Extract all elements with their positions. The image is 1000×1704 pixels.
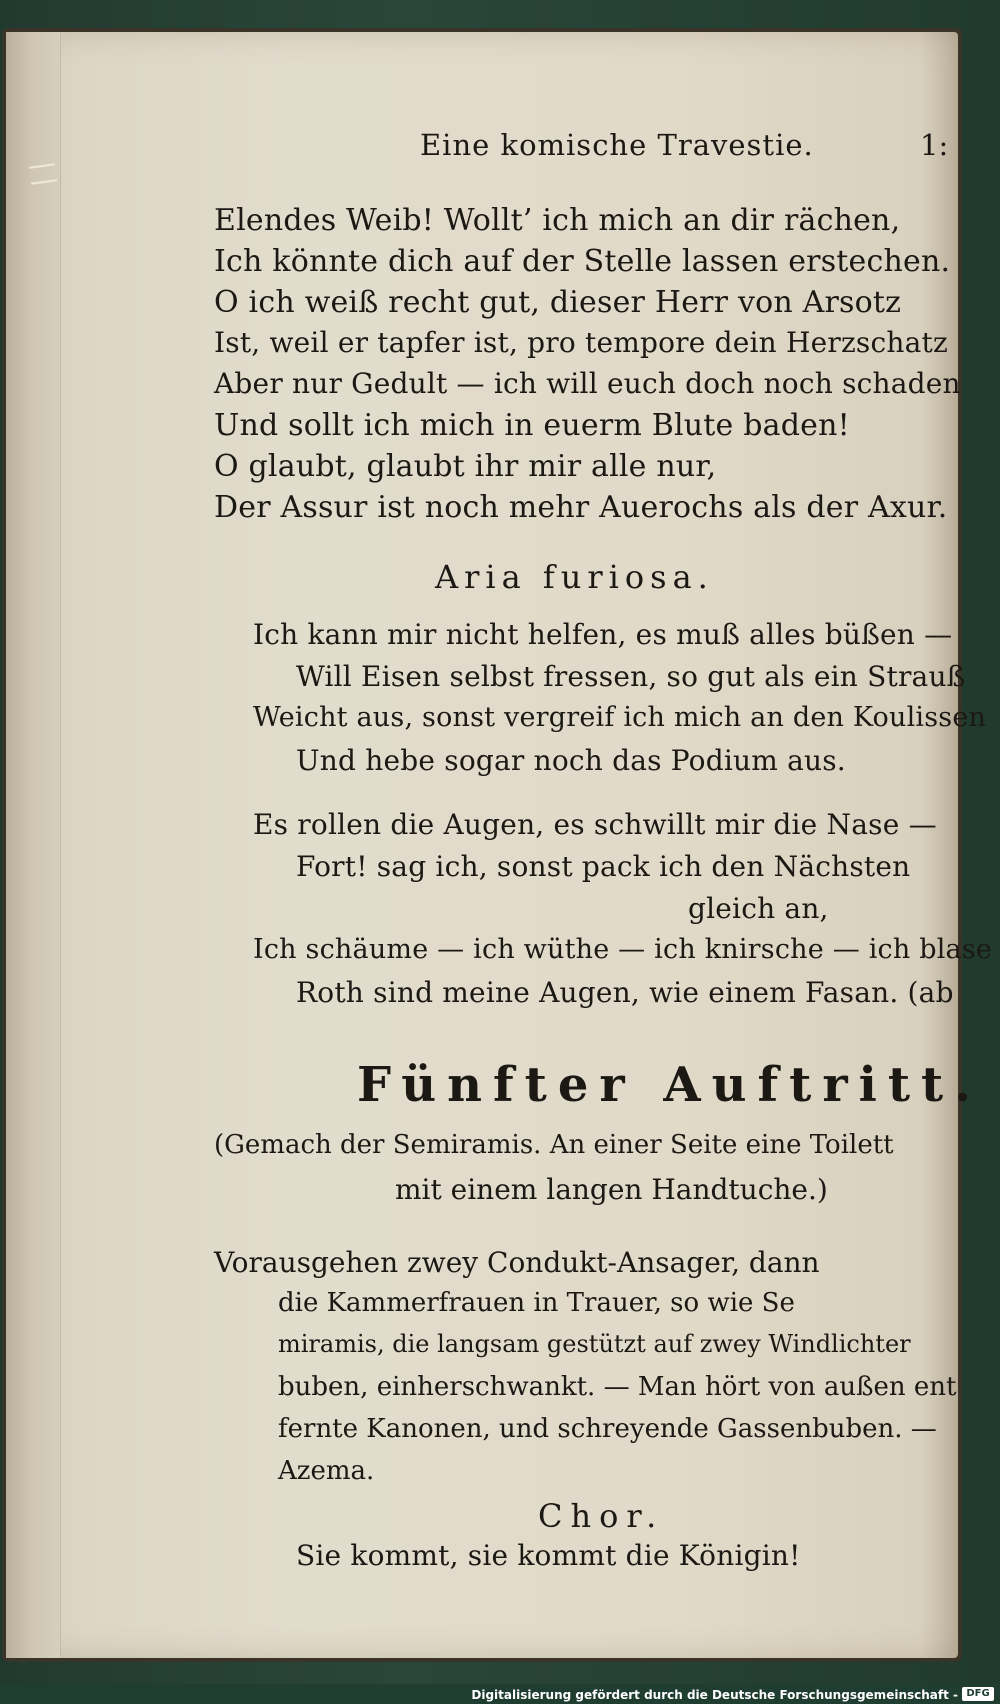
funding-credit: Digitalisierung gefördert durch die Deutsche Forschungsgemeinschaft - [471,1688,958,1702]
verse-line: Und sollt ich mich in euerm Blute baden! [214,408,850,443]
verse-line: O ich weiß recht gut, dieser Herr von Arsotz [214,285,902,320]
verse-line: Ich könnte dich auf der Stelle lassen erstechen. [214,244,951,279]
verse-line: Aber nur Gedult — ich will euch doch noch schaden [214,367,961,400]
page-gutter [6,32,61,1658]
running-header: Eine komische Travestie. [420,128,814,162]
chorus-title: Chor. [538,1497,665,1535]
verse-line: Elendes Weib! Wollt’ ich mich an dir rächen, [214,203,901,238]
stage-direction-line: (Gemach der Semiramis. An einer Seite eine Toilett [214,1130,894,1160]
aria-line-continuation: gleich an, [688,892,829,925]
aria-line: Roth sind meine Augen, wie einem Fasan. (ab [296,976,954,1009]
aria-line: Weicht aus, sonst vergreif ich mich an den Koulissen [253,702,987,733]
aria-line: Will Eisen selbst fressen, so gut als ein Strauß [296,660,966,693]
prose-line: buben, einherschwankt. — Man hört von außen ent [278,1372,957,1402]
aria-line: Ich schäume — ich wüthe — ich knirsche — ich blase [253,934,993,965]
scene-title: Fünfter Auftritt. [357,1057,982,1113]
aria-title: Aria furiosa. [435,558,714,596]
dfg-logo: DFG [962,1687,994,1701]
prose-line: fernte Kanonen, und schreyende Gassenbuben. — [278,1414,937,1444]
page-number: 1: [920,128,949,162]
binding-thread [29,163,57,184]
prose-line: die Kammerfrauen in Trauer, so wie Se [278,1288,795,1318]
chorus-line: Sie kommt, sie kommt die Königin! [296,1539,801,1572]
verse-line: O glaubt, glaubt ihr mir alle nur, [214,449,717,484]
aria-line: Fort! sag ich, sonst pack ich den Nächsten [296,850,911,883]
aria-line: Und hebe sogar noch das Podium aus. [296,744,846,777]
prose-line: Vorausgehen zwey Condukt-Ansager, dann [214,1246,820,1279]
prose-line: Azema. [278,1456,375,1486]
aria-line: Ich kann mir nicht helfen, es muß alles büßen — [253,618,953,651]
verse-line: Der Assur ist noch mehr Auerochs als der Axur. [214,490,948,525]
stage-direction-line: mit einem langen Handtuche.) [395,1173,828,1206]
aria-line: Es rollen die Augen, es schwillt mir die Nase — [253,808,937,841]
verse-line: Ist, weil er tapfer ist, pro tempore dein Herzschatz [214,326,948,359]
prose-line: miramis, die langsam gestützt auf zwey Windlichter [278,1330,911,1358]
